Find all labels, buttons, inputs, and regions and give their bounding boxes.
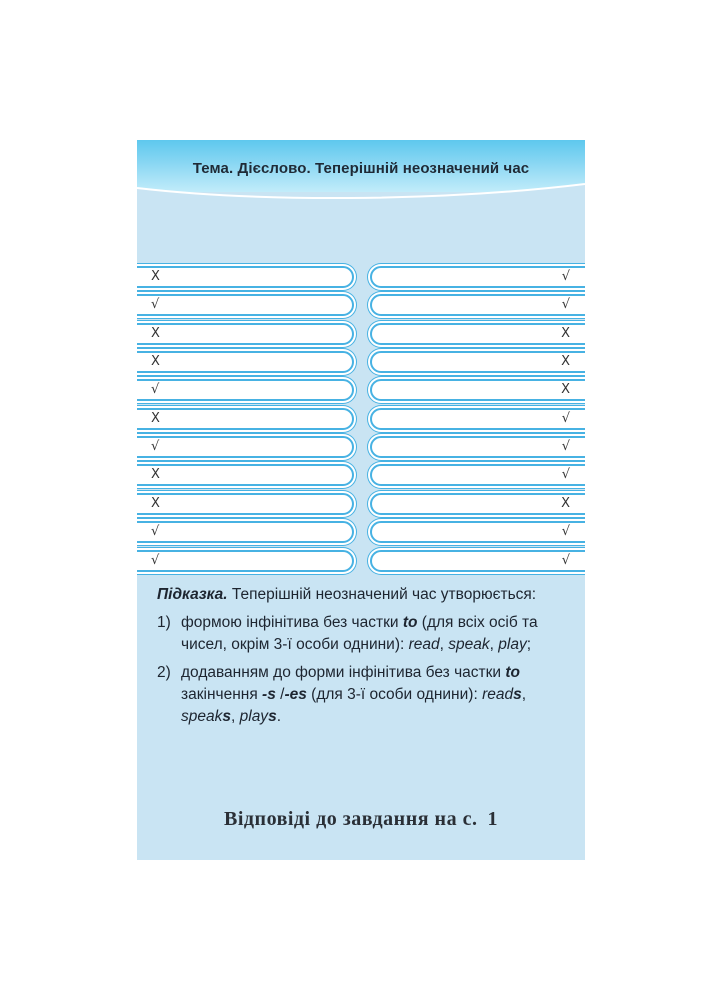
- hint-item-2: [157, 662, 577, 728]
- example-word: play: [239, 708, 269, 725]
- answer-row-right: [370, 351, 585, 373]
- answer-mark: X: [151, 411, 160, 426]
- answer-row-right: [370, 323, 585, 345]
- answer-row-left: [137, 323, 354, 345]
- answer-mark: √: [151, 382, 160, 397]
- hint-intro: [157, 584, 577, 606]
- answer-row-right: [370, 408, 585, 430]
- answer-mark: √: [561, 297, 570, 312]
- item-number: 2): [157, 664, 171, 681]
- answer-row-right: [370, 521, 585, 543]
- hint-text: формою інфінітива без частки: [181, 614, 403, 631]
- answer-row-right: [370, 294, 585, 316]
- answer-mark: √: [561, 439, 570, 454]
- answer-mark: √: [151, 297, 160, 312]
- answer-mark: X: [151, 326, 160, 341]
- hint-item-1: [157, 612, 577, 656]
- answer-mark: X: [561, 496, 570, 511]
- answer-row-right: [370, 493, 585, 515]
- hint-text: ;: [526, 636, 532, 653]
- hint-block: [157, 584, 577, 728]
- answer-mark: √: [151, 524, 160, 539]
- page-number: 1: [487, 808, 498, 830]
- answer-row-left: [137, 266, 354, 288]
- hint-text: ,: [439, 636, 449, 653]
- answer-mark: √: [561, 269, 570, 284]
- topic-header: [137, 140, 585, 202]
- example-word: play: [498, 636, 527, 653]
- answer-mark: X: [561, 382, 570, 397]
- answer-mark: √: [561, 411, 570, 426]
- hint-text: додаванням до форми інфінітива без частки: [181, 664, 506, 681]
- answer-row-right: [370, 436, 585, 458]
- hint-ending: -es: [284, 686, 307, 703]
- answer-caption: Відповіді до завдання на с.: [224, 808, 478, 830]
- answer-footer: [137, 808, 585, 831]
- hint-text: ,: [489, 636, 499, 653]
- answer-row-right: [370, 379, 585, 401]
- answer-mark: √: [561, 467, 570, 482]
- hint-text: закінчення: [181, 686, 263, 703]
- answer-row-right: [370, 266, 585, 288]
- answer-row-left: [137, 550, 354, 572]
- answer-row-left: [137, 294, 354, 316]
- item-number: 1): [157, 614, 171, 631]
- answer-mark: X: [151, 269, 160, 284]
- hint-particle: to: [402, 614, 418, 631]
- answer-row-left: [137, 408, 354, 430]
- answer-mark: √: [151, 553, 160, 568]
- hint-text: (для всіх осіб та чисел, окрім 3-ї особи однини):: [181, 614, 538, 653]
- answer-mark: √: [151, 439, 160, 454]
- example-ending: s: [222, 708, 231, 725]
- answer-rows: [137, 266, 585, 581]
- answer-mark: X: [561, 354, 570, 369]
- answer-row-left: [137, 464, 354, 486]
- answer-row-left: [137, 521, 354, 543]
- hint-text: /: [275, 686, 285, 703]
- example-word: speak: [448, 636, 490, 653]
- answer-mark: X: [151, 467, 160, 482]
- hint-text: (для 3-ї особи однини):: [306, 686, 483, 703]
- example-word: read: [408, 636, 440, 653]
- answer-mark: X: [151, 354, 160, 369]
- example-word: read: [482, 686, 514, 703]
- answer-row-left: [137, 436, 354, 458]
- hint-text: .: [276, 708, 281, 725]
- hint-title: Підказка.: [157, 586, 228, 603]
- answer-mark: √: [561, 553, 570, 568]
- answer-mark: X: [561, 326, 570, 341]
- answer-row-left: [137, 493, 354, 515]
- answer-card: [137, 140, 585, 860]
- hint-text: ,: [521, 686, 527, 703]
- example-ending: s: [268, 708, 277, 725]
- example-word: speak: [181, 708, 223, 725]
- hint-intro-text: Теперішній неозначений час утворюється:: [227, 586, 537, 603]
- answer-mark: X: [151, 496, 160, 511]
- hint-text: ,: [231, 708, 240, 725]
- hint-particle: to: [505, 664, 521, 681]
- answer-mark: √: [561, 524, 570, 539]
- page-title: Тема. Дієслово. Теперішній неозначений час: [192, 160, 530, 177]
- answer-row-left: [137, 379, 354, 401]
- answer-row-right: [370, 550, 585, 572]
- hint-ending: -s: [262, 686, 276, 703]
- answer-row-left: [137, 351, 354, 373]
- answer-row-right: [370, 464, 585, 486]
- example-ending: s: [513, 686, 522, 703]
